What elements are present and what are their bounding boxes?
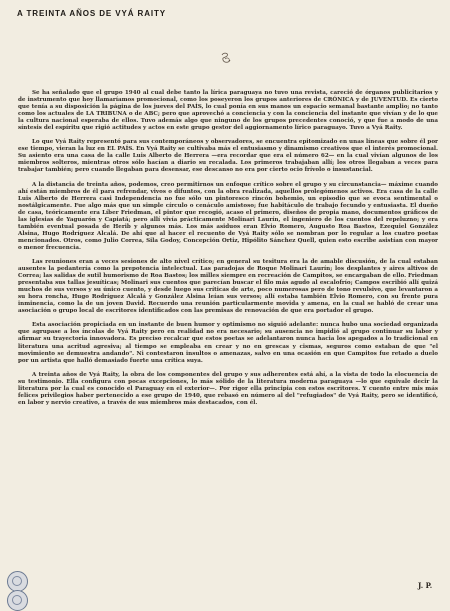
paragraph-6: A treinta años de Vyá Raity, la obra de los componentes del grupo y sus adherentes está ahí, a la vista de todo la elocuencia de su testimonio. Ella configura con pocas excepciones, lo más sólido de la literatura moderna paraguaya —lo que equivale decir la literatura por la cual es conocido el Paraguay en el exterior—. Por rigor ella principia con estos escritores. Y cuento entre mis más felices privilegios haber pertenecido a ese grupo de 1940, que rebasó en número al del "refugiados" de Vyá Raity, pero se identificó, en labor y nervio creativo, a través de sus miembros más destacados, con él. xyxy=(18,371,438,406)
paragraph-4: Las reuniones eran a veces sesiones de alto nivel crítico; en general su tesitura era la de amable discusión, de la cual estaban ausentes la pedantería como la prepotencia intelectual. Las paradojas de Roque Molinari Laurín; los desplantes y aires altivos de Correa; las salidas de sutil humorismo de Roa Bastos; los milles siempre en recreación de Campitos, se encargaban de ello. Friedman presentaba sus tallas jesuíticas; Molinari sus cuentos que parecían buscar el filo más agudo al escalofrío; Campos escribió allí quizá muchos de sus versos y su único cuento, y desde luego sus críticas de arte, poco numerosas pero de tono revulsivo, que levantaron a su hora roncha, Hugo Rodríguez Alcalá y González Alsina leían sus versos; allí estaba también Elvio Romero, con su frente pura inminencia, como la de un joven David. Recuerdo una reunión particularmente movida y amena, en la cual se habló de crear una asociación o grupo local de escritores identificados con las premisas de renovación de que era portador el grupo. xyxy=(18,258,438,315)
paragraph-2: Lo que Vyá Raity representó para sus contemporáneos y observadores, se encuentra epitomizado en unas líneas que sobre él por ese tiempo, vieran la luz en EL PAÍS. En Vyá Raity se cultivaba más el entusiasmo y dinamismo creativos que el interés promocional. Su asiento era una casa de la calle Luis Alberto de Herrera —era recordar que era el número 62— en la cual vivían algunos de los miembros solteros, mientras otros sólo hacían a diario su recalada. Los primeros trabajaban allí; los otros llegaban a veces para trabajar también; pero cuando llegaban para desensar, ese descanso no era por cierto ocio frívolo o insustancial. xyxy=(18,139,438,174)
article-body xyxy=(18,90,438,414)
paragraph-3: A la distancia de treinta años, podemos, creo permitirnos un enfoque crítico sobre el grupo y su circunstancia— máxime cuando ahí están miembros de él para refrendar, vivos o difuntos, con la obra realizada, aquellos prolegómenos activos. Era casa de la calle Luis Alberto de Herrera casi Independencia no fue sólo un pintoresco rincón bohemio, un episodio que se evoca sentimental o nostálgicamente. Fue algo más que un simple círculo o cenáculo amistoso; fue habitáculo de trabajo fecundo y entusiasta. El dueño de casa, teóricamente era Líber Friedman, el pintor que recogió, acaso el primero, diseños de propia mano, documentos gráficos de las iglesias de Yaguarón y Capiatá; pero allí vivía prácticamente Molinari Laurín, el ingeniero de los cuentos del repeluzno; y era también eventual posada de Herib y algunos más. Los más asiduos eran Elvio Romero, Augusto Roa Bastos, Ezequiel González Alsina, Hugo Rodríguez Alcalá. De ahí que al hacer el recuento de Vyá Raity sólo se nombran por lo regular a los cuatro poetas mencionados. Otros, como Julio Correa, Sila Godoy, Concepción Ortiz, Hipólito Sánchez Quell, quien esto escribe asistían con mayor o menor frecuencia. xyxy=(18,181,438,251)
library-stamp-icon xyxy=(7,590,28,611)
triskelion-ornament-icon xyxy=(219,51,233,65)
paragraph-5: Esta asociación propiciada en un instante de buen humor y optimismo no siguió adelante: nunca hubo una sociedad organizada que agrupase a los íncolas de Vyá Raity pero en realidad no era necesario; su ausencia no impidió al grupo continuar su labor y afirmar su trayectoria innovadora. Es preciso recalcar que estos poetas se adelantaron nunca hacia los apegados a lo tradicional en literatura una acritud agresiva; al tiempo se empleaba en crear y no en grescas y cismas, seguros como estaban de que "el movimiento se demuestra andando". Ni contestaron insultos o amenazas, salvo en una ocasión en que Campitos fue retado a duelo por un artista que halló demasiado fuerte una crítica suya. xyxy=(18,322,438,364)
library-stamp-icon xyxy=(7,571,28,592)
author-signature: J. P. xyxy=(418,581,433,590)
paragraph-1: Se ha señalado que el grupo 1940 al cual debe tanto la lírica paraguaya no tuvo una revista, careció de órganos publicitarios y de instrumento que hoy llamaríamos promocional, como los poseyeron los grupos anteriores de CRÓNICA y de JUVENTUD. Es cierto que tenía a su disposición la página de los jueves del PAÍS, lo cual ponía en sus manos un espacio semanal bastante amplio; no tanto como los actuales de LA TRIBUNA o de ABC; pero que aprovechó a conciencia y con la conciencia del instante que vivían y de lo que la cultura nacional esperaba de ellos. Tuvo además algo que ninguno de los grupos precedentes conoció, y que fue a modo de una síntesis del espíritu que rigió actitudes y actos en este grupo gestor del aggiornamento lírico paraguayo. Tuvo a Vyá Raity. xyxy=(18,90,438,132)
article-title: A TREINTA AÑOS DE VYÁ RAITY xyxy=(17,9,167,18)
